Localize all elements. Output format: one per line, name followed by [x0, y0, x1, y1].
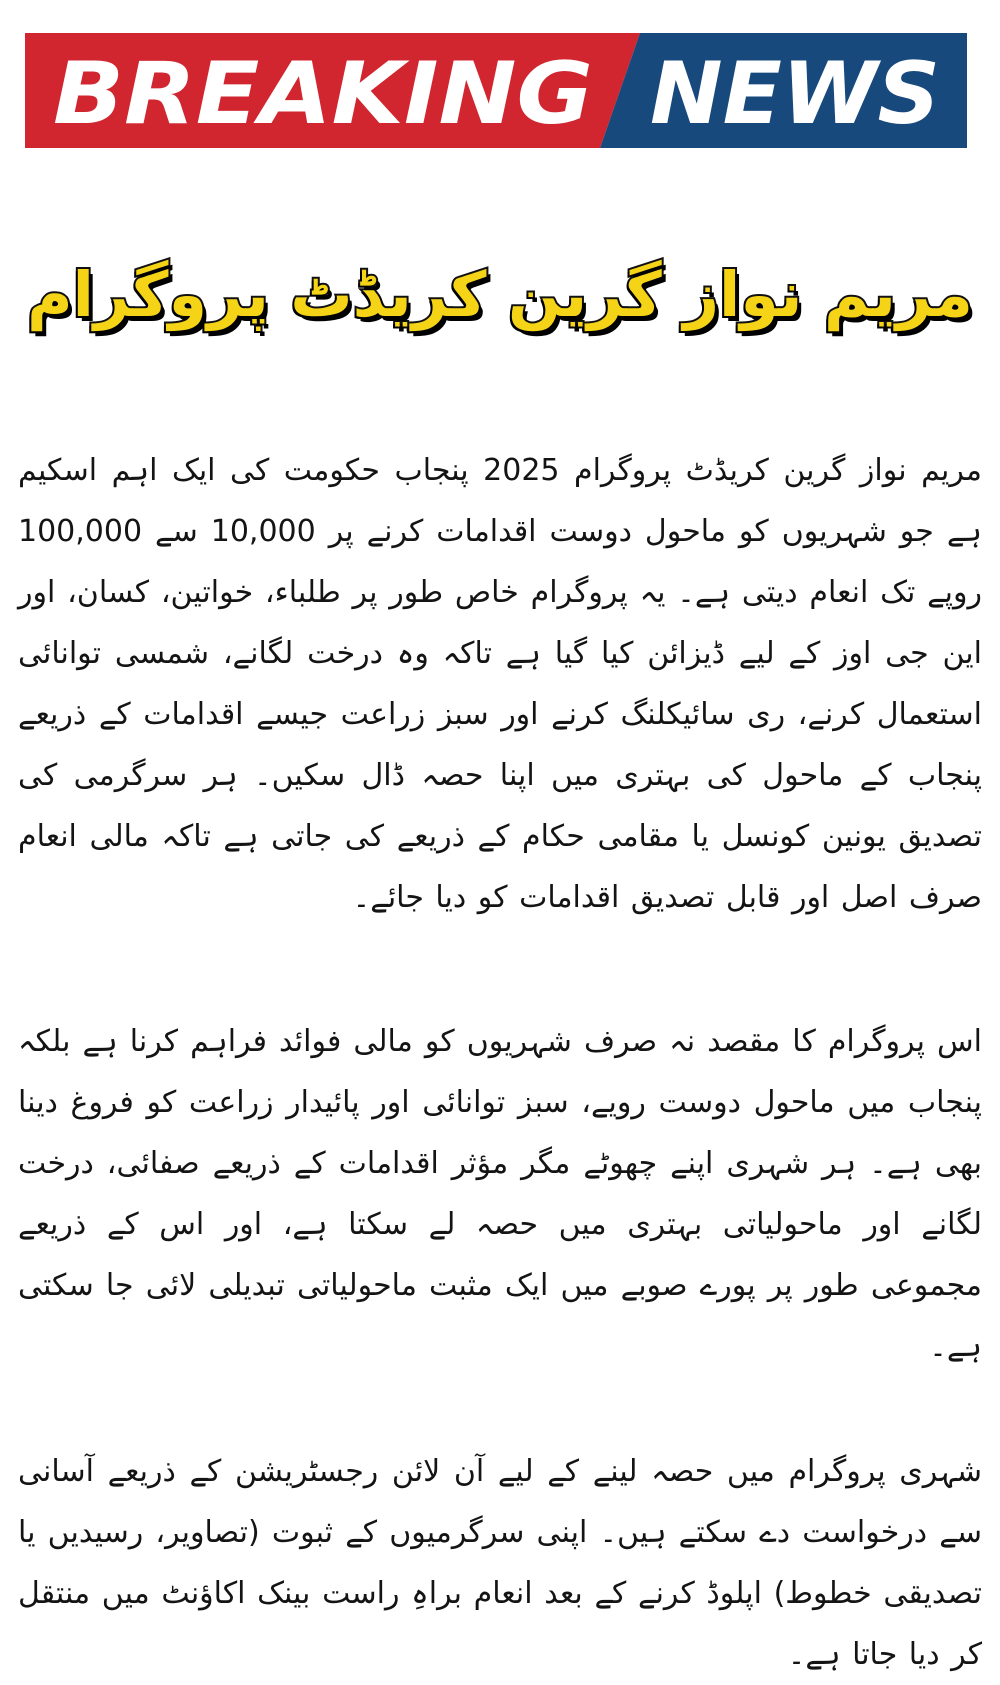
article-paragraph-2: اس پروگرام کا مقصد نہ صرف شہریوں کو مالی فوائد فراہم کرنا ہے بلکہ پنجاب میں ماحول دوست رویے، سبز توانائی اور پائیدار زراعت کو فروغ دینا بھی ہے۔ ہر شہری اپنے چھوٹے مگر مؤثر اقدامات کے ذریعے صفائی، درخت لگانے اور ماحولیاتی بہتری میں حصہ لے سکتا ہے، اور اس کے ذریعے مجموعی طور پر پورے صوبے میں ایک مثبت ماحولیاتی تبدیلی لائی جا سکتی ہے۔ — [18, 1024, 982, 1364]
headline-text: مریم نواز گرین کریڈٹ پروگرام — [27, 258, 973, 331]
breaking-news-banner — [25, 33, 967, 148]
article-body — [18, 440, 983, 1672]
article-paragraph-3: شہری پروگرام میں حصہ لینے کے لیے آن لائن رجسٹریشن کے ذریعے آسانی سے درخواست دے سکتے ہیں۔ اپنی سرگرمیوں کے ثبوت (تصاویر، رسیدیں یا تصدیقی خطوط) اپلوڈ کرنے کے بعد انعام براہِ راست بینک اکاؤنٹ میں منتقل کر دیا جاتا ہے۔ — [18, 1454, 982, 1672]
article-paragraph-1: مریم نواز گرین کریڈٹ پروگرام 2025 پنجاب حکومت کی ایک اہم اسکیم ہے جو شہریوں کو ماحول دوست اقدامات کرنے پر 10,000 سے 100,000 روپے تک انعام دیتی ہے۔ یہ پروگرام خاص طور پر طلباء، خواتین، کسان، اور این جی اوز کے لیے ڈیزائن کیا گیا ہے تاکہ وہ درخت لگانے، شمسی توانائی استعمال کرنے، ری سائیکلنگ کرنے اور سبز زراعت جیسے اقدامات کے ذریعے پنجاب کے ماحول کی بہتری میں اپنا حصہ ڈال سکیں۔ ہر سرگرمی کی تصدیق یونین کونسل یا مقامی حکام کے ذریعے کی جاتی ہے تاکہ مالی انعام صرف اصل اور قابل تصدیق اقدامات کو دیا جائے۔ — [18, 453, 983, 915]
program-headline — [15, 200, 985, 390]
breaking-news-graphic — [25, 33, 967, 148]
banner-word-news: NEWS — [650, 44, 940, 144]
banner-word-breaking: BREAKING — [53, 44, 593, 144]
